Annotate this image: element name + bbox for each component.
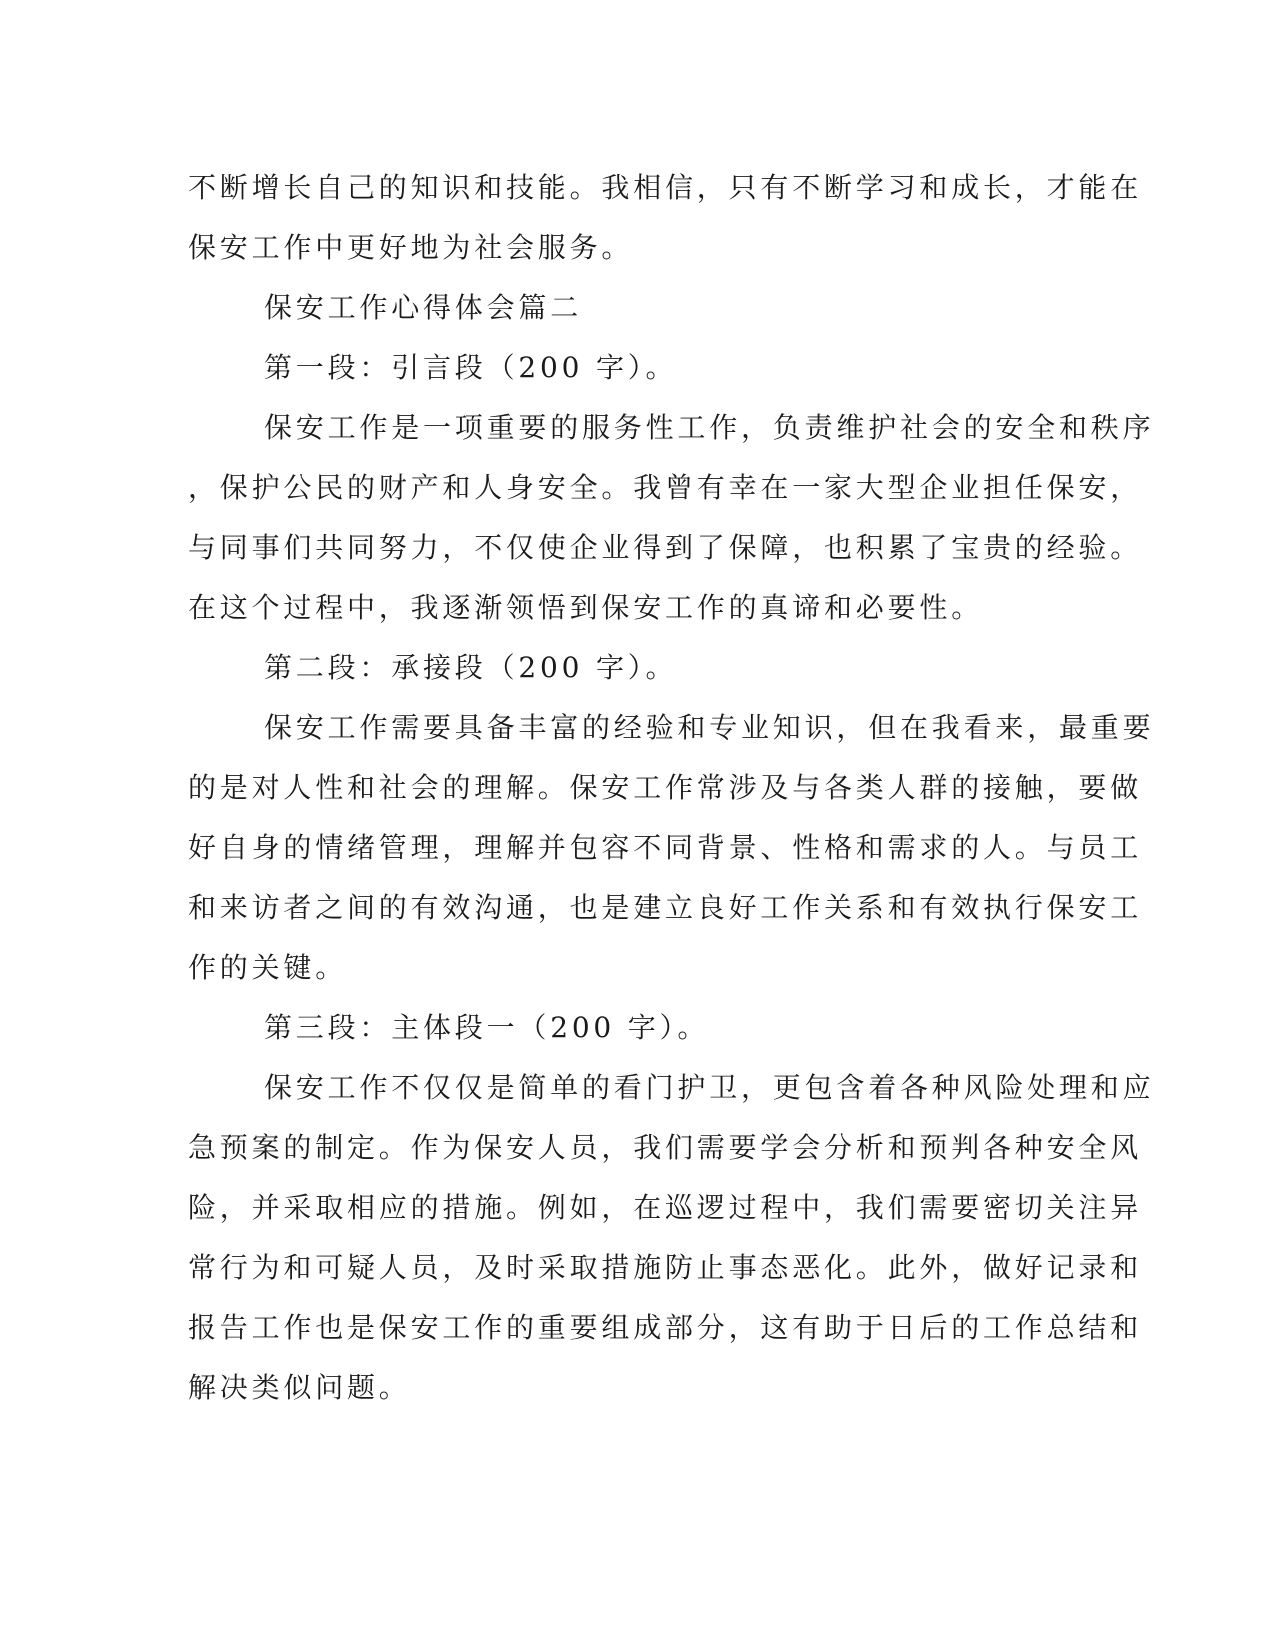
text-line: 好自身的情绪管理，理解并包容不同背景、性格和需求的人。与员工	[188, 831, 1143, 864]
text-line: 保安工作需要具备丰富的经验和专业知识，但在我看来，最重要	[264, 711, 1155, 744]
text-line: 在这个过程中，我逐渐领悟到保安工作的真谛和必要性。	[188, 591, 984, 624]
section-heading: 第三段：主体段一（200 字）。	[264, 1011, 710, 1044]
text-line: 保安工作中更好地为社会服务。	[188, 231, 634, 264]
text-line: 解决类似问题。	[188, 1371, 411, 1404]
text-line: 不断增长自己的知识和技能。我相信，只有不断学习和成长，才能在	[188, 171, 1143, 204]
text-line: 急预案的制定。作为保安人员，我们需要学会分析和预判各种安全风	[188, 1131, 1143, 1164]
text-line: 和来访者之间的有效沟通，也是建立良好工作关系和有效执行保安工	[188, 891, 1143, 924]
text-line: ，保护公民的财产和人身安全。我曾有幸在一家大型企业担任保安，	[188, 471, 1143, 504]
text-line: 与同事们共同努力，不仅使企业得到了保障，也积累了宝贵的经验。	[188, 531, 1143, 564]
text-line: 报告工作也是保安工作的重要组成部分，这有助于日后的工作总结和	[188, 1311, 1143, 1344]
text-line: 保安工作不仅仅是简单的看门护卫，更包含着各种风险处理和应	[264, 1071, 1155, 1104]
text-line: 保安工作是一项重要的服务性工作，负责维护社会的安全和秩序	[264, 411, 1155, 444]
text-line: 的是对人性和社会的理解。保安工作常涉及与各类人群的接触，要做	[188, 771, 1143, 804]
text-line: 常行为和可疑人员，及时采取措施防止事态恶化。此外，做好记录和	[188, 1251, 1143, 1284]
section-heading: 第一段：引言段（200 字）。	[264, 351, 678, 384]
section-heading: 第二段：承接段（200 字）。	[264, 651, 678, 684]
text-line: 险，并采取相应的措施。例如，在巡逻过程中，我们需要密切关注异	[188, 1191, 1143, 1224]
section-title: 保安工作心得体会篇二	[264, 291, 583, 324]
text-line: 作的关键。	[188, 951, 348, 984]
